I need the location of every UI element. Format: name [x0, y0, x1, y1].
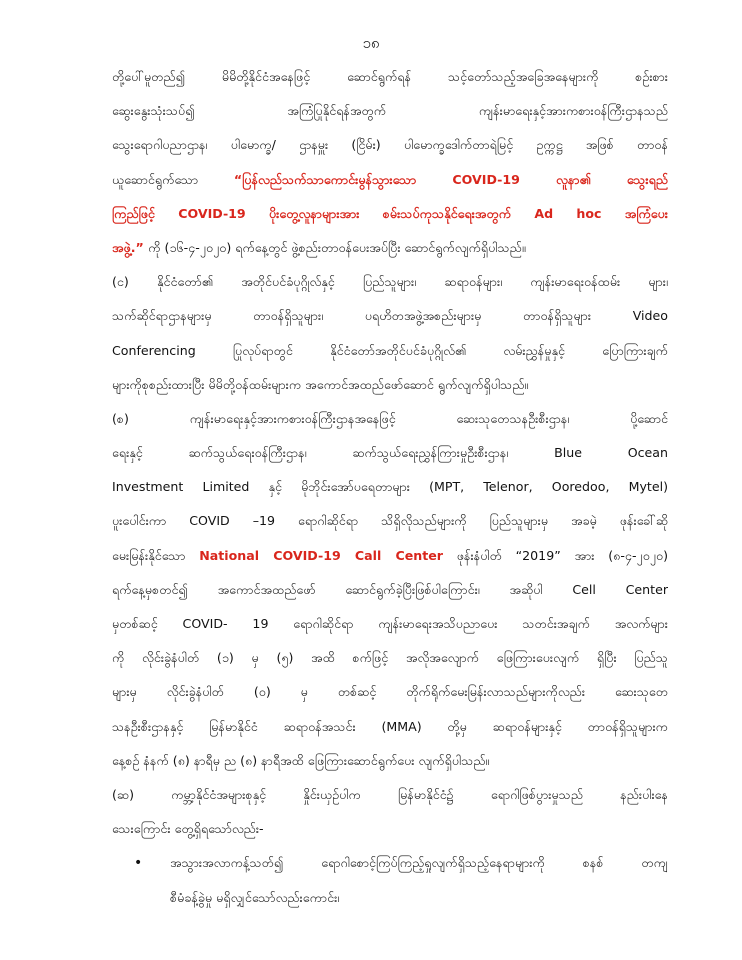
bullet-text: စီမံခန့်ခွဲမှု မရှိလျှင်သော်လည်းကောင်း၊ — [170, 889, 340, 905]
text-line: ရေးနှင့် ဆက်သွယ်ရေးဝန်ကြီးဌာန၊ ဆက်သွယ်ရေးညွှန်ကြားမှုဦးစီးဌာန၊ Blue Ocean — [112, 445, 668, 461]
page-number: ၁၈ — [362, 34, 380, 52]
text-line: သေးကြောင်း တွေ့ရှိရသော်လည်း- — [112, 821, 264, 837]
paragraph-nga: (င) နိုင်ငံတော်၏ အတိုင်ပင်ခံပုဂ္ဂိုလ်နှင့် ပြည်သူများ၊ ဆရာဝန်များ၊ ကျန်းမာရေးဝန်ထမ်း များ၊ — [112, 274, 668, 290]
text-line: သနဦးစီးဌာနနှင့် မြန်မာနိုင်ငံ ဆရာဝန်အသင်း (MMA) တို့မှ ဆရာဝန်များနှင့် တာဝန်ရှိသူများက — [112, 718, 668, 734]
text-line: မှတစ်ဆင့် COVID- 19 ရောဂါဆိုင်ရာ ကျန်းမာရေးအသိပညာပေး သတင်းအချက် အလက်များ — [112, 616, 668, 631]
text-line: သွေးရောဂါပညာဌာန၊ ပါမောက္ခ/ ဌာနမှူး (ငြိမ်း) ပါမောက္ခဒေါက်တာရဲမြင့် ဥက္ကဋ္ဌ အဖြစ် တာဝန် — [112, 137, 668, 153]
text-line — [112, 163, 668, 197]
text-span: ဖုန်းနံပါတ် “2019” အား (၈-၄-၂၀၂၀) — [442, 547, 668, 563]
text-line: Investment Limited နှင့် မိုဘိုင်းအော်ပရေတာများ (MPT, Telenor, Ooredoo, Mytel) — [112, 479, 668, 495]
text-span: ကို (၁၆-၄-၂၀၂၀) ရက်နေ့တွင် ဖွဲ့စည်းတာဝန်ပေးအပ်ပြီး ဆောင်ရွက်လျက်ရှိပါသည်။ — [148, 239, 526, 255]
bullet-item — [112, 846, 668, 880]
highlighted-committee-name: ကြည်ဖြင့် COVID-19 ပိုးတွေ့လူနာများအား စမ်းသပ်ကုသနိုင်ရေးအတွက် Ad hoc အကြံပေး — [112, 205, 668, 221]
text-span: မေးမြန်းနိုင်သော — [112, 547, 200, 563]
paragraph-hsa: (ဆ) ကမ္ဘာ့နိုင်ငံအများစုနှင့် နှိုင်းယှဉ်ပါက မြန်မာနိုင်ငံ၌ ရောဂါဖြစ်ပွားမှုသည် နည်းပါးနေ — [112, 786, 668, 802]
text-line: ကို လိုင်းခွဲနံပါတ် (၁) မှ (၅) အထိ စက်ဖြင့် အလိုအလျောက် ဖြေကြားပေးလျက် ရှိပြီး ပြည်သူ — [112, 650, 668, 666]
text-line: တို့ပေါ်မူတည်၍ မိမိတို့နိုင်ငံအနေဖြင့် ဆောင်ရွက်ရန် သင့်တော်သည့်အခြေအနေများကို စဉ်းစား — [112, 69, 668, 84]
text-line: Conferencing ပြုလုပ်ရာတွင် နိုင်ငံတော်အတိုင်ပင်ခံပုဂ္ဂိုလ်၏ လမ်းညွှန်မှုနှင့် ပြောကြားချက် — [112, 342, 668, 358]
bullet-icon: • — [134, 855, 143, 872]
bullet-text: အသွားအလာကန့်သတ်၍ ရောဂါစောင့်ကြပ်ကြည့်ရှုလျက်ရှိသည့်နေရာများကို စနစ် တကျ — [170, 855, 668, 871]
text-line: များမှ လိုင်းခွဲနံပါတ် (၀) မှ တစ်ဆင့် တိုက်ရိုက်မေးမြန်းလာသည်များကိုလည်း ဆေးသုတေ — [112, 684, 668, 700]
text-line — [112, 539, 668, 573]
text-line: ဆွေးနွေးသုံးသပ်၍ အကြံပြုနိုင်ရန်အတွက် ကျန်းမာရေးနှင့်အားကစားဝန်ကြီးဌာနသည် — [112, 103, 668, 119]
text-line: သက်ဆိုင်ရာဌာနများမှ တာဝန်ရှိသူများ၊ ပရဟိတအဖွဲ့အစည်းများမှ တာဝန်ရှိသူများ Video — [112, 308, 668, 324]
text-line — [112, 231, 668, 265]
call-center-name: National COVID-19 Call Center — [199, 547, 443, 563]
text-line: ရက်နေ့မှစတင်၍ အကောင်အထည်ဖော် ဆောင်ရွက်ခဲ့ပြီးဖြစ်ပါကြောင်း၊ အဆိုပါ Cell Center — [112, 581, 668, 597]
highlighted-committee-name: “ပြန်လည်သက်သာကောင်းမွန်သွားသော COVID-19 လူနာ၏ သွေးရည် — [233, 171, 668, 187]
text-span: ယူဆောင်ရွက်သော — [112, 171, 234, 187]
highlighted-committee-name: အဖွဲ့.” — [112, 239, 149, 255]
text-line: များကိုစုစည်းထားပြီး မိမိတို့ဝန်ထမ်းများက အကောင်အထည်ဖော်ဆောင် ရွက်လျက်ရှိပါသည်။ — [112, 376, 529, 392]
paragraph-sa: (စ) ကျန်းမာရေးနှင့်အားကစားဝန်ကြီးဌာနအနေဖြင့် ဆေးသုတေသနဦးစီးဌာန၊ ပို့ဆောင် — [112, 410, 668, 426]
document-body — [112, 60, 668, 915]
text-line: နေ့စဉ် နံနက် (၈) နာရီမှ ည (၈) နာရီအထိ ဖြေကြားဆောင်ရွက်ပေး လျက်ရှိပါသည်။ — [112, 752, 490, 768]
text-line: ပူးပေါင်းကာ COVID –19 ရောဂါဆိုင်ရာ သိရှိလိုသည်များကို ပြည်သူများမှ အခမဲ့ ဖုန်းခေါ်ဆို — [112, 513, 668, 529]
